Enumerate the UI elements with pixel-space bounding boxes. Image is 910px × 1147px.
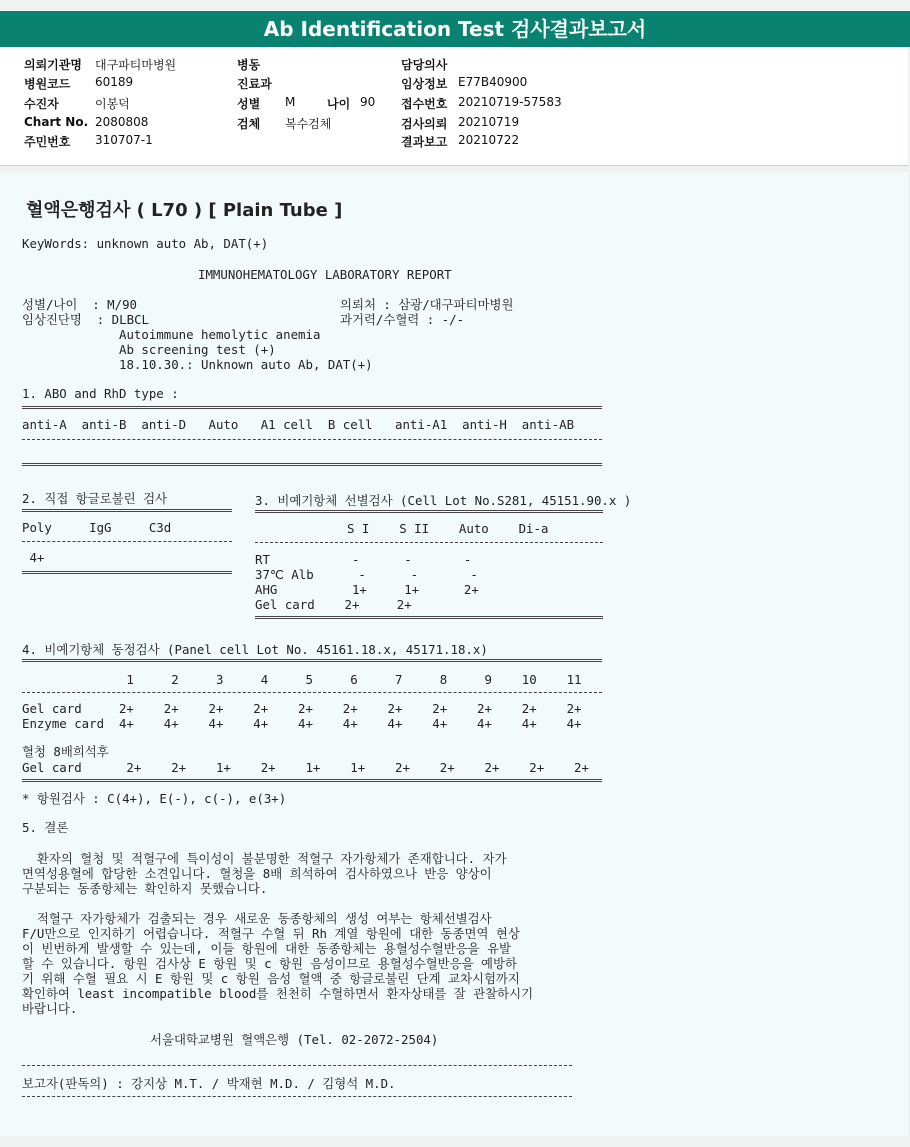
conclusion-line: 환자의 혈청 및 적혈구에 특이성이 불분명한 적혈구 자가항체가 존재합니다. 자가 xyxy=(22,851,507,866)
divider xyxy=(22,571,232,574)
section-1-headers: anti-A anti-B anti-D Auto A1 cell B cell anti-A1 anti-H anti-AB xyxy=(22,417,575,432)
sex-value: M xyxy=(285,95,296,109)
specimen-value: 복수검체 xyxy=(285,117,332,131)
referral: 의뢰처 : 삼광/대구파티마병원 xyxy=(340,297,514,312)
patient-info-panel xyxy=(0,47,908,166)
sex-label: 성별 xyxy=(237,97,261,111)
section-3-headers: S I S II Auto Di-a xyxy=(347,521,549,536)
conclusion-line: 이 빈번하게 발생할 수 있는데, 이들 항원에 대한 동종항체는 용혈성수혈반응을 유발 xyxy=(22,941,512,956)
name-value: 이봉덕 xyxy=(95,97,130,111)
conclusion-line: 확인하여 least incompatible blood를 천천히 수혈하면서 환자상태를 잘 관찰하시기 xyxy=(22,986,534,1001)
divider xyxy=(22,509,232,512)
doctor-label: 담당의사 xyxy=(401,58,448,72)
hospital-label: 의뢰기관명 xyxy=(24,58,82,72)
chart-label: Chart No. xyxy=(24,115,89,129)
receipt-label: 접수번호 xyxy=(401,97,448,111)
keywords: KeyWords: unknown auto Ab, DAT(+) xyxy=(22,236,269,251)
request-value: 20210719 xyxy=(458,115,520,129)
section-3-row-ahg: AHG 1+ 1+ 2+ xyxy=(255,582,479,597)
receipt-value: 20210719-57583 xyxy=(458,95,562,109)
divider xyxy=(22,406,602,409)
dept-label: 진료과 xyxy=(237,77,272,91)
blood-bank-contact: 서울대학교병원 혈액은행 (Tel. 02-2072-2504) xyxy=(150,1032,439,1047)
divider xyxy=(22,439,602,440)
hospital-value: 대구파티마병원 xyxy=(95,58,177,72)
chart-value: 2080808 xyxy=(95,115,149,129)
diagnosis-2: Autoimmune hemolytic anemia xyxy=(119,327,321,342)
divider xyxy=(22,659,602,662)
section-1-title: 1. ABO and RhD type : xyxy=(22,386,179,401)
ward-label: 병동 xyxy=(237,58,261,72)
section-5-title: 5. 결론 xyxy=(22,820,69,835)
divider xyxy=(22,779,602,782)
specimen-label: 검체 xyxy=(237,117,261,131)
divider xyxy=(255,510,603,513)
conclusion-line: 적혈구 자가항체가 검출되는 경우 새로운 동종항체의 생성 여부는 항체선별검사 xyxy=(22,911,492,926)
report-title: Ab Identification Test 검사결과보고서 xyxy=(0,11,910,47)
divider xyxy=(22,1065,572,1066)
section-2-title: 2. 직접 항글로불린 검사 xyxy=(22,491,168,506)
request-label: 검사의뢰 xyxy=(401,117,448,131)
report-heading: 혈액은행검사 ( L70 ) [ Plain Tube ] xyxy=(26,200,343,221)
code-value: 60189 xyxy=(95,75,134,89)
conclusion-line: 기 위해 수혈 필요 시 E 항원 및 c 항원 음성 혈액 중 항글로불린 단계 교차시험까지 xyxy=(22,971,520,986)
clinical-value: E77B40900 xyxy=(458,75,528,89)
name-label: 수진자 xyxy=(24,97,59,111)
id-label: 주민번호 xyxy=(24,135,71,149)
diagnosis-1: 임상진단명 : DLBCL xyxy=(22,312,149,327)
section-3-title: 3. 비예기항체 선별검사 (Cell Lot No.S281, 45151.90.x ) xyxy=(255,493,632,508)
divider xyxy=(22,1096,572,1097)
code-label: 병원코드 xyxy=(24,77,71,91)
result-label: 결과보고 xyxy=(401,135,448,149)
lab-title: IMMUNOHEMATOLOGY LABORATORY REPORT xyxy=(198,267,452,282)
conclusion-line: 바랍니다. xyxy=(22,1001,78,1016)
conclusion-line: F/U만으로 인지하기 어렵습니다. 적혈구 수혈 뒤 Rh 계열 항원에 대한 동종면역 현상 xyxy=(22,926,520,941)
sex-age: 성별/나이 : M/90 xyxy=(22,297,138,312)
history: 과거력/수혈력 : -/- xyxy=(340,312,465,327)
age-label: 나이 xyxy=(327,97,351,111)
diagnosis-3: Ab screening test (+) xyxy=(119,342,276,357)
diagnosis-4: 18.10.30.: Unknown auto Ab, DAT(+) xyxy=(119,357,373,372)
antigen-test: * 항원검사 : C(4+), E(-), c(-), e(3+) xyxy=(22,791,287,806)
age-value: 90 xyxy=(360,95,376,109)
section-2-value: 4+ xyxy=(22,550,45,565)
panel-enzyme-card: Enzyme card 4+ 4+ 4+ 4+ 4+ 4+ 4+ 4+ 4+ 4+ 4+ xyxy=(22,716,582,731)
report-body xyxy=(0,172,908,1136)
section-4-title: 4. 비예기항체 동정검사 (Panel cell Lot No. 45161.18.x, 45171.18.x) xyxy=(22,642,488,657)
divider xyxy=(255,616,603,619)
conclusion-line: 구분되는 동종항체는 확인하지 못했습니다. xyxy=(22,881,268,896)
section-3-row-rt: RT - - - xyxy=(255,552,472,567)
conclusion-line: 면역성용혈에 합당한 소견입니다. 혈청을 8배 희석하여 검사하였으나 반응 양상이 xyxy=(22,866,492,881)
divider xyxy=(22,541,232,542)
panel-dilution-gel: Gel card 2+ 2+ 1+ 2+ 1+ 1+ 2+ 2+ 2+ 2+ 2+ xyxy=(22,760,589,775)
clinical-label: 임상정보 xyxy=(401,77,448,91)
result-value: 20210722 xyxy=(458,133,520,147)
divider xyxy=(22,463,602,466)
panel-cell-numbers: 1 2 3 4 5 6 7 8 9 10 11 xyxy=(22,672,582,687)
panel-gel-card: Gel card 2+ 2+ 2+ 2+ 2+ 2+ 2+ 2+ 2+ 2+ 2+ xyxy=(22,701,582,716)
reporters: 보고자(판독의) : 강지상 M.T. / 박재현 M.D. / 김형석 M.D. xyxy=(22,1076,396,1091)
id-value: 310707-1 xyxy=(95,133,153,147)
section-2-headers: Poly IgG C3d xyxy=(22,520,172,535)
divider xyxy=(22,692,602,693)
section-3-row-alb: 37℃ Alb - - - xyxy=(255,567,478,582)
conclusion-line: 할 수 있습니다. 항원 검사상 E 항원 및 c 항원 음성이므로 용혈성수혈반응을 예방하 xyxy=(22,956,517,971)
section-3-row-gel: Gel card 2+ 2+ xyxy=(255,597,412,612)
divider xyxy=(255,542,603,543)
dilution-label: 혈청 8배희석후 xyxy=(22,744,109,759)
